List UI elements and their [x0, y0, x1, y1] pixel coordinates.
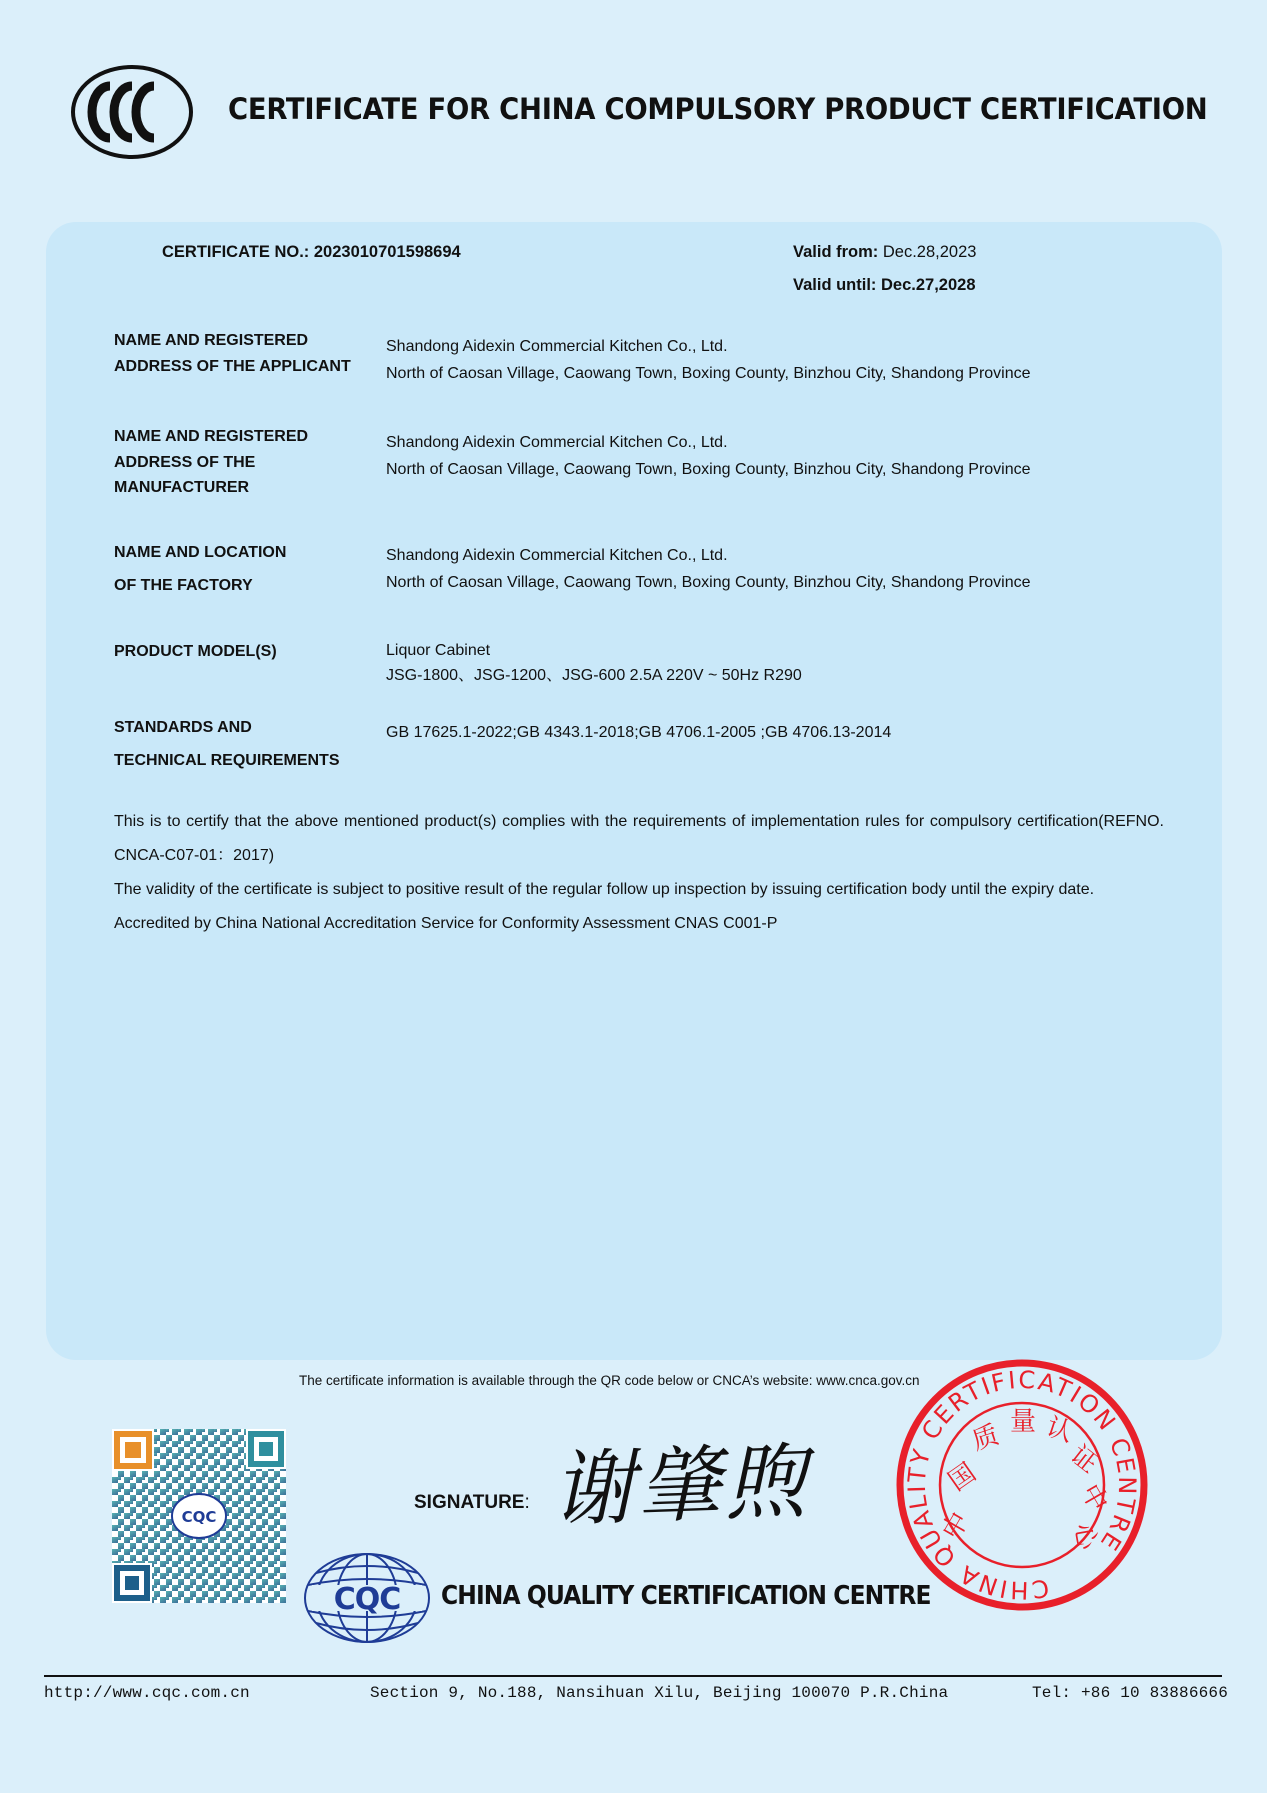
- standards-label: [114, 711, 340, 777]
- standards-list: GB 17625.1-2022;GB 4343.1-2018;GB 4706.1-2005 ;GB 4706.13-2014: [386, 724, 892, 741]
- certification-statement: [114, 805, 1164, 941]
- ccc-mark-icon: [70, 64, 194, 160]
- issuer-name: CHINA QUALITY CERTIFICATION CENTRE: [441, 1581, 931, 1611]
- factory-value: [386, 542, 1031, 596]
- manufacturer-value: [386, 429, 1031, 483]
- label-line: NAME AND LOCATION: [114, 544, 287, 561]
- applicant-address: North of Caosan Village, Caowang Town, Boxing County, Binzhou City, Shandong Province: [386, 365, 1031, 382]
- certificate-number-label: CERTIFICATE NO.:: [162, 243, 310, 261]
- label-line: OF THE FACTORY: [114, 577, 253, 594]
- signature-label-text: SIGNATURE: [414, 1492, 525, 1513]
- svg-text:认: 认: [1042, 1412, 1077, 1449]
- manufacturer-address: North of Caosan Village, Caowang Town, Boxing County, Binzhou City, Shandong Province: [386, 461, 1031, 478]
- label-line: ADDRESS OF THE APPLICANT: [114, 357, 351, 375]
- qr-center-logo: CQC: [181, 1508, 217, 1526]
- label-line: PRODUCT MODEL(S): [114, 643, 277, 660]
- valid-from: [793, 243, 976, 262]
- certificate-number: [162, 243, 461, 262]
- seal-outer-text: CHINA QUALITY CERTIFICATION CENTRE: [902, 1365, 1142, 1605]
- cqc-globe-logo-icon: [302, 1551, 432, 1645]
- label-line: ADDRESS OF THE: [114, 453, 256, 471]
- svg-text:量: 量: [1009, 1407, 1037, 1437]
- product-name: Liquor Cabinet: [386, 642, 491, 659]
- valid-until: [793, 276, 976, 295]
- factory-name: Shandong Aidexin Commercial Kitchen Co., Ltd.: [386, 547, 728, 564]
- qr-info-text: The certificate information is available through the QR code below or CNCA’s website: www.cnca.gov.cn: [299, 1373, 920, 1388]
- manufacturer-name: Shandong Aidexin Commercial Kitchen Co., Ltd.: [386, 434, 728, 451]
- certificate-header: [70, 62, 1210, 162]
- page-title: CERTIFICATE FOR CHINA COMPULSORY PRODUCT CERTIFICATION: [228, 92, 1208, 126]
- svg-text:质: 质: [968, 1420, 1003, 1457]
- valid-until-label: Valid until:: [793, 276, 877, 294]
- label-line: MANUFACTURER: [114, 479, 250, 496]
- product-models: JSG-1800、JSG-1200、JSG-600 2.5A 220V ~ 50Hz R290: [386, 667, 802, 684]
- certificate-panel: [46, 222, 1222, 1360]
- product-model-value: [386, 638, 802, 688]
- statement-validity: The validity of the certificate is subject to positive result of the regular follow up inspection by issuing certification body until the expiry date.: [114, 881, 1095, 898]
- label-line: TECHNICAL REQUIREMENTS: [114, 752, 340, 769]
- svg-text:心: 心: [1067, 1521, 1102, 1553]
- official-seal-icon: [895, 1358, 1149, 1612]
- svg-text:证: 证: [1064, 1439, 1104, 1480]
- applicant-value: [386, 333, 1031, 387]
- svg-text:CHINA QUALITY CERTIFICATION CE: [895, 1358, 1149, 1612]
- footer-telephone: Tel: +86 10 83886666: [1032, 1684, 1229, 1702]
- valid-until-value: Dec.27,2028: [881, 276, 976, 294]
- statement-accreditation: Accredited by China National Accreditation Service for Conformity Assessment CNAS C001-P: [114, 915, 778, 932]
- signature-handwriting: 谢肇煦: [550, 1434, 812, 1539]
- signature-label: [414, 1492, 530, 1514]
- product-model-label: [114, 639, 277, 665]
- label-line: NAME AND REGISTERED: [114, 332, 309, 349]
- footer-url[interactable]: http://www.cqc.com.cn: [44, 1684, 250, 1702]
- applicant-label: [114, 328, 351, 379]
- footer-address: Section 9, No.188, Nansihuan Xilu, Beijing 100070 P.R.China: [370, 1684, 949, 1702]
- factory-address: North of Caosan Village, Caowang Town, Boxing County, Binzhou City, Shandong Province: [386, 574, 1031, 591]
- label-line: STANDARDS AND: [114, 719, 252, 736]
- qr-code[interactable]: [112, 1429, 286, 1603]
- cqc-logo-text: CQC: [333, 1582, 401, 1617]
- manufacturer-label: [114, 424, 308, 501]
- svg-text:中: 中: [936, 1507, 976, 1545]
- statement-compliance: This is to certify that the above mentioned product(s) complies with the requirements of implementation rules for compulsory certification(REFNO. CNCA-C07-01：2017): [114, 813, 1164, 864]
- certificate-number-value: 2023010701598694: [313, 243, 461, 261]
- factory-label: [114, 536, 286, 602]
- label-line: NAME AND REGISTERED: [114, 428, 309, 445]
- signature-colon: :: [524, 1492, 530, 1513]
- footer-divider: [44, 1675, 1222, 1677]
- valid-from-label: Valid from:: [793, 243, 879, 261]
- svg-text:中: 中: [1074, 1479, 1114, 1517]
- standards-value: [386, 719, 891, 746]
- valid-from-value: Dec.28,2023: [882, 243, 977, 261]
- applicant-name: Shandong Aidexin Commercial Kitchen Co., Ltd.: [386, 338, 728, 355]
- svg-text:国: 国: [943, 1457, 982, 1498]
